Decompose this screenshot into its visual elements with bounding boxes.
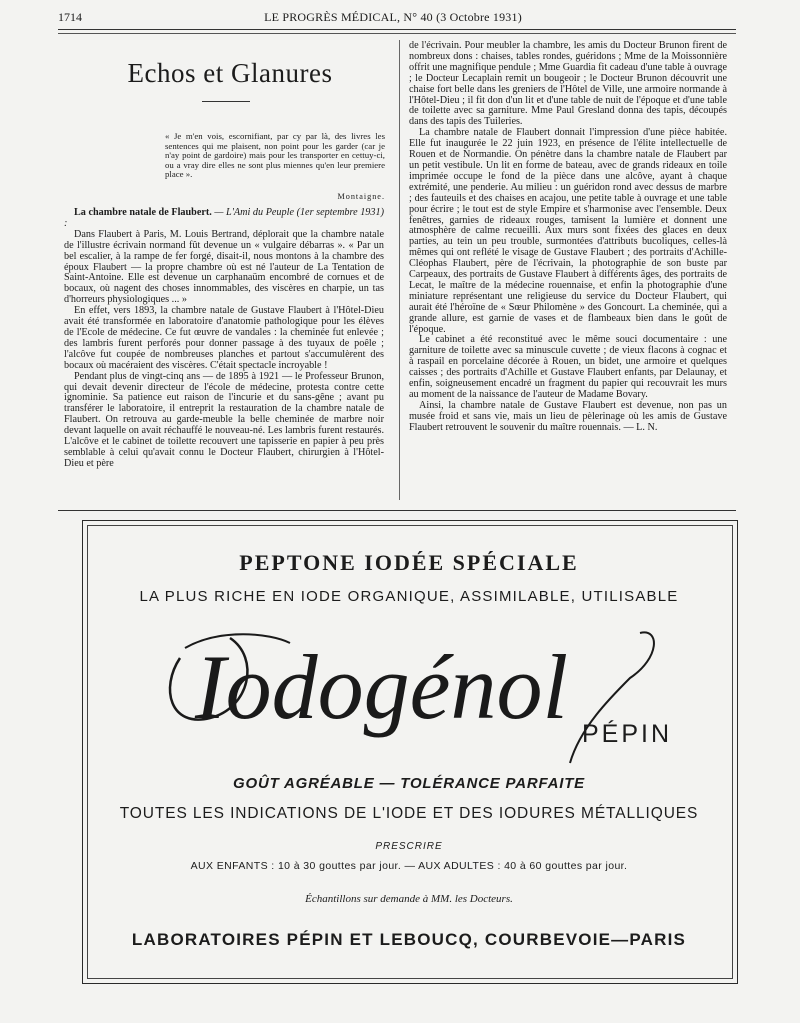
article-left-column xyxy=(64,208,384,470)
paragraph: Dans Flaubert à Paris, M. Louis Bertrand, déplorait que la chambre natale de l'illustre écrivain normand fût devenue un « vulgaire débarras ». « Par un bel escalier, à la rampe de fer forgé, disait-il, nous montons à la chambre des époux Flaubert — la propre chambre où est né l'auteur de La Tentation de Saint-Antoine. Elle est devenue un carphanaüm encombré de cornues et de bocaux, où nagent des choses innommables, des viscères en charpie, un tas d'horreurs physiologiques ... » xyxy=(64,228,384,306)
article-end-rule xyxy=(58,510,736,511)
advert-indications: TOUTES LES INDICATIONS DE L'IODE ET DES IODURES MÉTALLIQUES xyxy=(119,805,699,822)
paragraph: Pendant plus de vingt-cinq ans — de 1895 à 1921 — le Professeur Brunon, qui devait devenir directeur de l'école de médecine, protesta contre cette ignominie. Sa patience eut raison de l'incurie et du sans-gêne ; avant pu transférer le laboratoire, il entreprit la restauration de la chambre natale de Flaubert. On retrouva au garde-meuble la belle cheminée de marbre noir devant laquelle on avait réchauffé le nouveau-né. Les lambris furent restaurés. L'alcôve et le cabinet de toilette recouvert une tapisserie en papier à peu près semblable à celui qu'avait connu le Docteur Flaubert, chirurgien à l'Hôtel-Dieu et père xyxy=(64,370,384,469)
advert-dosage: AUX ENFANTS : 10 à 30 gouttes par jour. — AUX ADULTES : 40 à 60 gouttes par jour. xyxy=(190,860,628,872)
advert-sample-note: Échantillons sur demande à MM. les Docteurs. xyxy=(305,893,513,905)
column-divider xyxy=(399,40,400,500)
section-title: Echos et Glanures xyxy=(127,58,333,88)
header-rule-thin xyxy=(58,33,736,34)
advert-headline: PEPTONE IODÉE SPÉCIALE xyxy=(239,550,579,575)
epigraph-source: Montaigne. xyxy=(337,192,385,201)
epigraph: « Je m'en vois, escornifiant, par cy par là, des livres les sentences qui me plaisent, non point pour les garder (car je n'ay point de gardoire) mais pour les transporter en cettuy-ci, ou a vray dire elles ne sont plus miennes qu'en leur premiere place ». xyxy=(165,131,385,180)
paragraph: La chambre natale de Flaubert donnait l'impression d'une pièce habitée. Elle fut inaugurée le 22 juin 1923, en présence de l'élite intellectuelle de Rouen et de Normandie. On pénètre dans la chambre natale de Flaubert par un petit vestibule. Un lit en forme de bateau, avec de grands rideaux en toile imprimée occupe le fond de la pièce dans une alcôve, ayant à chaque extrémité, une penderie. Au milieu : un guéridon rond avec dessus de marbre ; des fauteuils et des chaises en acajou, une petite table à ouvrage et une table pour écrire ; le tout est de style Empire et s'harmonise avec l'ensemble. Deux fenêtres, garnies de rideaux rouges, tamisent la lumière et donnent une atmosphère de calme recueilli. Aux murs sont fixées des glaces en deux parties, au tein un peu trouble, surmontées d'attributs bucoliques, celles-là mêmes qui ont reflété le visage de Gustave Flaubert ; des portraits d'Achille-Cléophas Flaubert, père de l'écrivain, la photographie de son buste par Carpeaux, des portraits de Gustave Flaubert à différents âges, des portraits de Lecat, le maître de la médecine rouennaise, et enfin la photographie d'une miniature représentant une religieuse du service du Docteur Flaubert, qui aurait été l'héroïne de « Sœur Philomène » des Goncourt. La cheminée, qui a grande allure, est garnie de vases et de flambeaux bien dans le goût de l'époque. xyxy=(409,127,727,335)
advert-tagline: LA PLUS RICHE EN IODE ORGANIQUE, ASSIMILABLE, UTILISABLE xyxy=(139,588,679,605)
article-heading: La chambre natale de Flaubert. xyxy=(74,207,212,218)
brand-name: Iodogénol xyxy=(195,636,569,738)
article-source: — L'Ami du Peuple (1er septembre 1931) : xyxy=(64,207,384,229)
title-underline xyxy=(202,101,250,102)
header-rule xyxy=(58,29,736,30)
paragraph: Le cabinet a été reconstitué avec le même souci documentaire : une garniture de toilette avec sa minuscule cuvette ; de vieux flacons à cognac et à raspail en porcelaine décorée à Rouen, un bidet, une armoire et quelques caisses ; des portraits d'Achille et Gustave Flaubert enfants, par Delaunay, et enfin, soigneusement encadré un fragment du papier qui recouvrait les murs au moment de la naissance de l'auteur de Madame Bovary. xyxy=(409,334,727,400)
running-header xyxy=(58,8,728,26)
paragraph: En effet, vers 1893, la chambre natale de Gustave Flaubert à l'Hôtel-Dieu avait été transformée en laboratoire d'anatomie pathologique pour les élèves de l'Ecole de médecine. Ce fut œuvre de vandales : la cheminée fut enlevée ; des lambris furent perforés pour donner passage à des tuyaux de poêle ; l'alcôve fut coupée de nombreuses planches et partout s'accumulèrent des bocaux où macéraient des viscères. C'était spectacle incroyable ! xyxy=(64,305,384,371)
page-number: 1714 xyxy=(58,10,82,24)
advert-maker: PÉPIN xyxy=(582,720,673,748)
advert-qualities: GOÛT AGRÉABLE — TOLÉRANCE PARFAITE xyxy=(233,775,585,792)
journal-title: LE PROGRÈS MÉDICAL, N° 40 (3 Octobre 1931) xyxy=(264,10,522,24)
advert-prescribe: PRESCRIRE xyxy=(375,841,443,852)
paragraph: Ainsi, la chambre natale de Gustave Flaubert est devenue, non pas un musée froid et sans vie, mais un lieu de pèlerinage où les amis de Gustave Flaubert retrouvent le souvenir du maître rouennais. — L. N. xyxy=(409,399,727,433)
paragraph: de l'écrivain. Pour meubler la chambre, les amis du Docteur Brunon firent de nombreux dons : chaises, tables rondes, guéridons ; Mme de la Moissonnière offrit une magnifique pendule ; Mme Guardia fit cadeau d'une table à ouvrage ; le Docteur Lecaplain remit un bougeoir ; le Docteur Brunon découvrit une chaise fort belle dans les greniers de l'Hôtel de Ville, une armoire normande à l'Hôtel-Dieu ; il fit don d'un lit et d'une table de nuit de l'époque et d'une table de toilette avec sa garniture. Mme Paul Gresland donna des tapis, découpés dans des tapis des Tuileries. xyxy=(409,40,727,128)
advert-laboratory: LABORATOIRES PÉPIN ET LEBOUCQ, COURBEVOIE—PARIS xyxy=(131,930,687,949)
article-right-column xyxy=(409,41,727,434)
